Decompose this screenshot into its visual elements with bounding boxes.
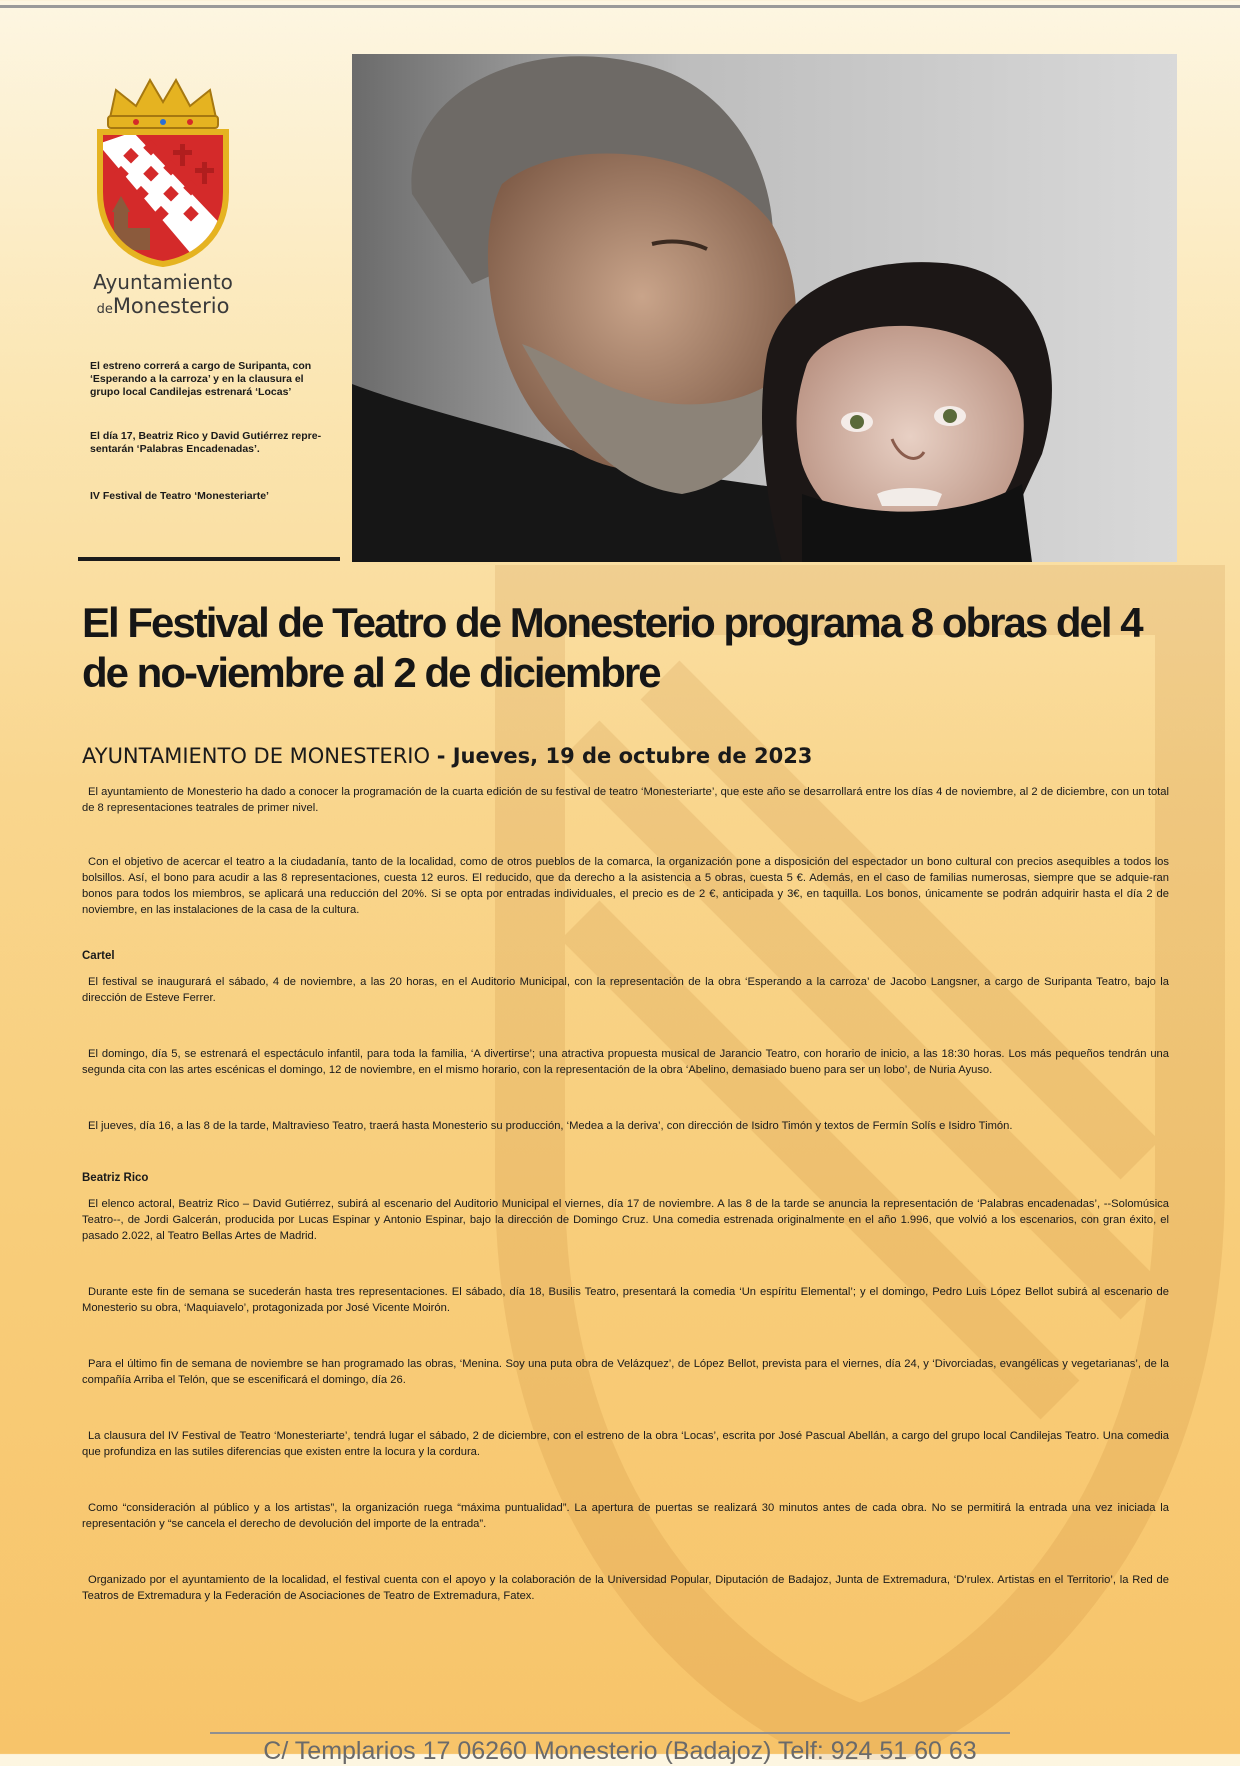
- paragraph-palabras: El elenco actoral, Beatriz Rico – David Gutiérrez, subirá al escenario del Auditorio Municipal el viernes, día 17 de noviembre. A las 8 de la tarde se anuncia la representación de ‘Palabras encadenadas’, --Solomúsica Teatro--, de Jordi Galcerán, producida por Lucas Espinar y Antonio Espinar, bajo la dirección de Domingo Cruz. Una comedia estrenada originalmente en el año 1.996, que volvió a los escenarios, con gran éxito, el pasado 2.022, al Teatro Bellas Artes de Madrid.: [82, 1198, 1169, 1242]
- paragraph-puntualidad: Como “consideración al público y a los artistas”, la organización ruega “máxima puntualidad”. La apertura de puertas se realizará 30 minutos antes de cada obra. No se permitirá la entrada una vez iniciada la representación y “se cancela el derecho de devolución del importe de la entrada”.: [82, 1502, 1169, 1530]
- footer-divider: [210, 1732, 1010, 1734]
- side-note-beatriz-rico: El día 17, Beatriz Rico y David Gutiérrez repre-sentarán ‘Palabras Encadenadas’.: [90, 430, 322, 455]
- paragraph-organizacion: Organizado por el ayuntamiento de la localidad, el festival cuenta con el apoyo y la colaboración de la Universidad Popular, Diputación de Badajoz, Junta de Extremadura, ‘D’rulex. Artistas en el Territorio’, la Red de Teatros de Extremadura y la Federación de Asociaciones de Teatro de Extremadura, Fatex.: [82, 1574, 1169, 1602]
- logo-text-monesterio: [88, 294, 238, 318]
- top-rule: [0, 5, 1240, 8]
- ayuntamiento-logo: [88, 72, 238, 322]
- subhead-cartel: Cartel: [82, 950, 115, 962]
- paragraph-ultimo-fin: Para el último fin de semana de noviembre se han programado las obras, ‘Menina. Soy una puta obra de Velázquez’, de López Bellot, prevista para el viernes, día 24, y ‘Divorciadas, evangélicas y vegetarianas’, de la compañía Arriba el Telón, que se escenificará el domingo, día 26.: [82, 1358, 1169, 1386]
- page-headline: El Festival de Teatro de Monesterio programa 8 obras del 4 de no-viembre al 2 de diciembre: [82, 599, 1142, 696]
- paragraph-bono: Con el objetivo de acercar el teatro a la ciudadanía, tanto de la localidad, como de otros pueblos de la comarca, la organización pone a disposición del espectador un bono cultural con precios asequibles a todos los bolsillos. Así, el bono para acudir a las 8 representaciones, cuesta 12 euros. El reducido, que da derecho a la asistencia a 5 obras, cuesta 5 €. Además, en el caso de familias numerosas, siempre que se adquie-ran bonos para todos los miembros, se aplicará una reducción del 20%. Si se opta por entradas individuales, el precio es de 2 €, anticipada y 3€, en taquilla. Los bonos, únicamente se podrán adquirir hasta el día 2 de noviembre, en las instalaciones de la casa de la cultura.: [82, 856, 1169, 916]
- subhead-beatriz-rico: Beatriz Rico: [82, 1172, 149, 1184]
- paragraph-infantil: El domingo, día 5, se estrenará el espectáculo infantil, para toda la familia, ‘A divertirse’; una atractiva propuesta musical de Jarancio Teatro, con horario de inicio, a las 18:30 horas. Los más pequeños tendrán una segunda cita con las artes escénicas el domingo, 12 de noviembre, en el mismo horario, con la representación de la obra ‘Abelino, demasiado bueno para ser un lobo’, de Nuria Ayuso.: [82, 1048, 1169, 1076]
- dateline-source: AYUNTAMIENTO DE MONESTERIO: [82, 744, 431, 768]
- paragraph-clausura: La clausura del IV Festival de Teatro ‘Monesteriarte’, tendrá lugar el sábado, 2 de diciembre, con el estreno de la obra ‘Locas’, escrita por José Pascual Abellán, a cargo del grupo local Candilejas Teatro. Una comedia que profundiza en las sutiles diferencias que existen entre la locura y la cordura.: [82, 1430, 1169, 1458]
- paragraph-medea: El jueves, día 16, a las 8 de la tarde, Maltravieso Teatro, traerá hasta Monesterio su producción, ‘Medea a la deriva’, con dirección de Isidro Timón y textos de Fermín Solís e Isidro Timón.: [88, 1120, 1013, 1132]
- side-note-festival: IV Festival de Teatro ‘Monesteriarte’: [90, 490, 269, 502]
- logo-text-monesterio-word: Monesterio: [112, 294, 230, 318]
- logo-text-ayuntamiento: Ayuntamiento: [93, 270, 233, 294]
- coat-of-arms-icon: [88, 72, 238, 267]
- actors-photo: [352, 54, 1177, 562]
- side-note-estreno: El estreno correrá a cargo de Suripanta, con ‘Esperando a la carroza’ y en la clausura el grupo local Candilejas estrenará ‘Locas’: [90, 360, 312, 398]
- paragraph-intro: El ayuntamiento de Monesterio ha dado a conocer la programación de la cuarta edición de su festival de teatro ‘Monesteriarte’, que este año se desarrollará entre los días 4 de noviembre, al 2 de diciembre, con un total de 8 representaciones teatrales de primer nivel.: [82, 786, 1169, 814]
- logo-text-de: de: [96, 302, 113, 317]
- paragraph-fin-de-semana: Durante este fin de semana se sucederán hasta tres representaciones. El sábado, día 18, Busilis Teatro, presentará la comedia ‘Un espíritu Elemental’; y el domingo, Pedro Luis López Bellot subirá al escenario de Monesterio su obra, ‘Maquiavelo’, protagonizada por José Vicente Moirón.: [82, 1286, 1169, 1314]
- side-divider: [78, 557, 340, 561]
- footer-address: C/ Templarios 17 06260 Monesterio (Badajoz) Telf: 924 51 60 63: [263, 1737, 977, 1765]
- paragraph-inauguracion: El festival se inaugurará el sábado, 4 de noviembre, a las 20 horas, en el Auditorio Municipal, con la representación de la obra ‘Esperando a la carroza’ de Jacobo Langsner, a cargo de Suripanta Teatro, bajo la dirección de Esteve Ferrer.: [82, 976, 1169, 1004]
- dateline: [82, 744, 812, 768]
- dateline-date: - Jueves, 19 de octubre de 2023: [436, 744, 813, 768]
- article-body: [82, 784, 1169, 1644]
